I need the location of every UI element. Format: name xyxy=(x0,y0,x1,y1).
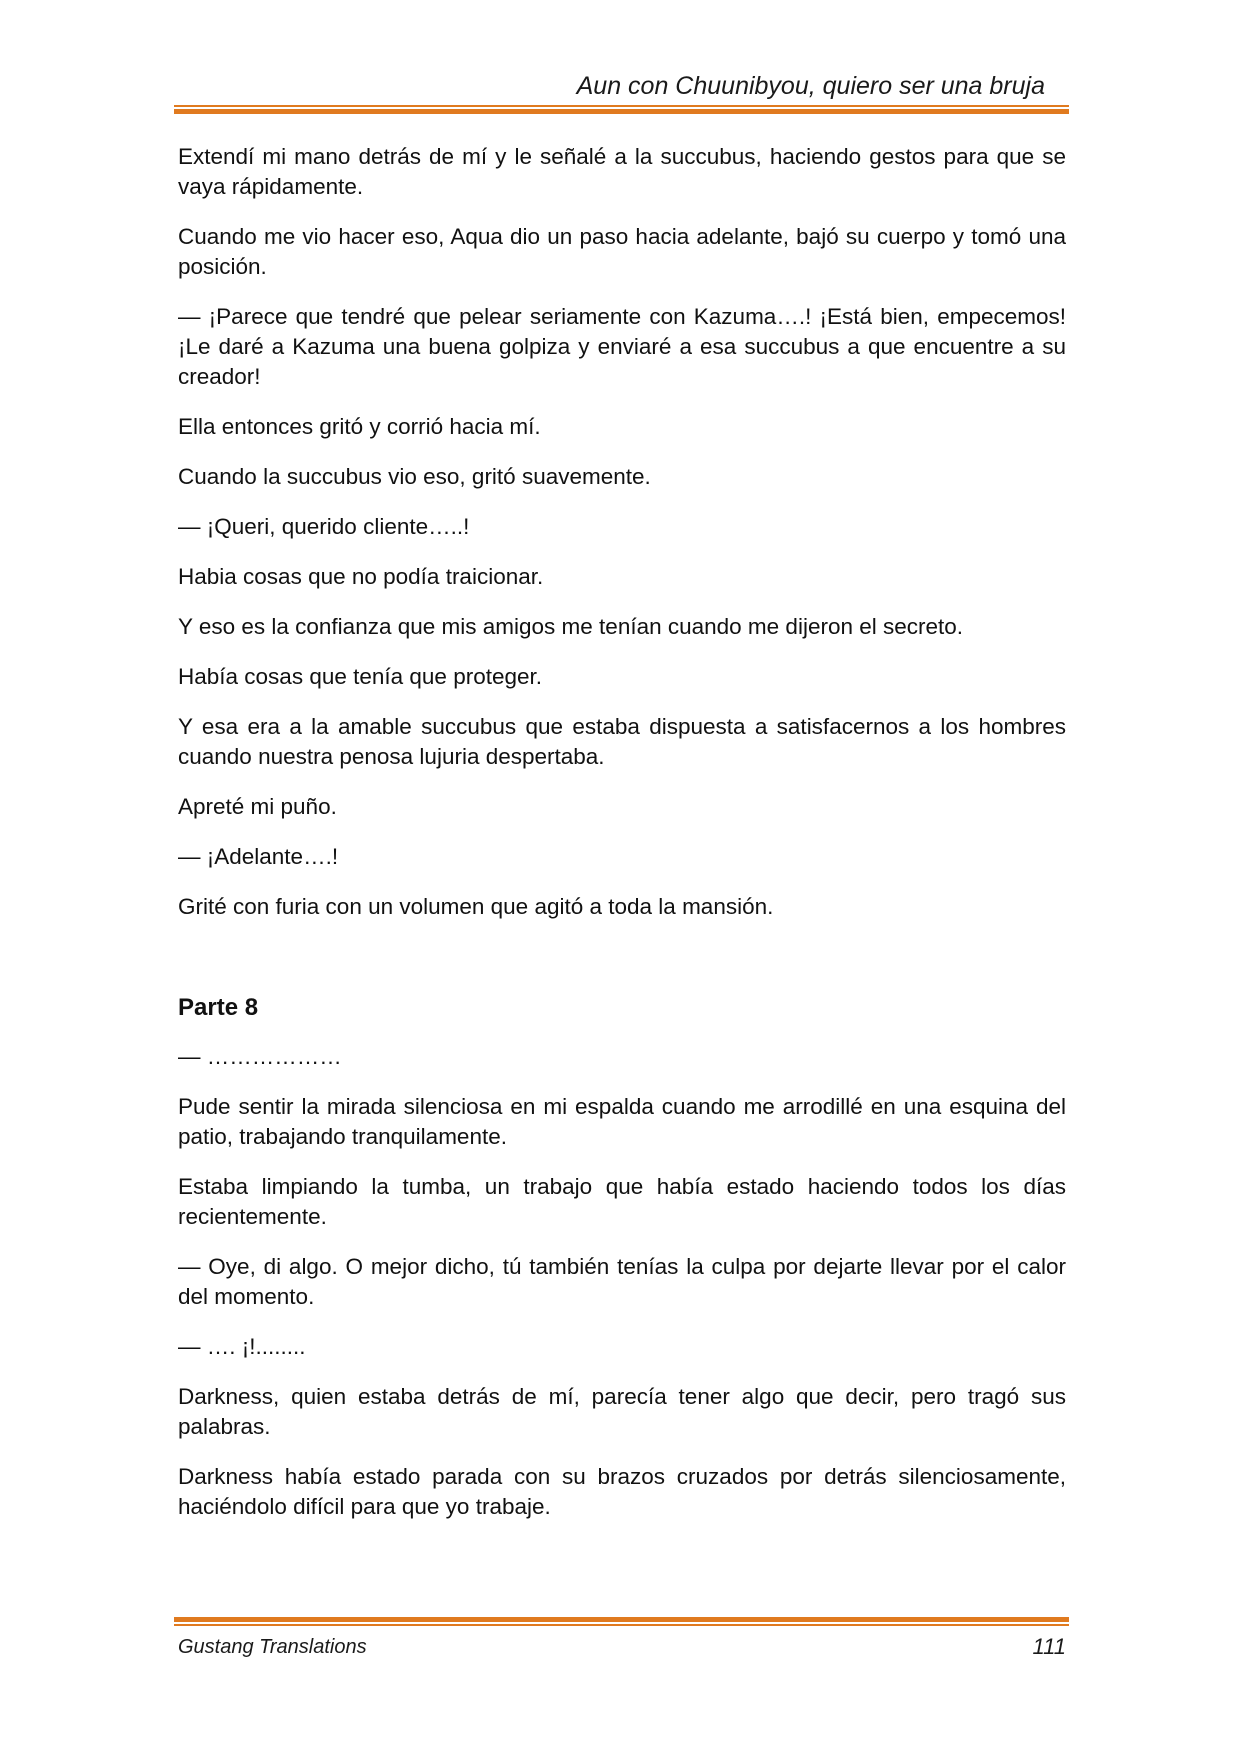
body-text xyxy=(178,142,1066,1542)
paragraph: Estaba limpiando la tumba, un trabajo que había estado haciendo todos los días recientemente. xyxy=(178,1174,1066,1229)
paragraph: Había cosas que tenía que proteger. xyxy=(178,664,543,689)
header-rule xyxy=(174,105,1069,114)
paragraph: Darkness, quien estaba detrás de mí, parecía tener algo que decir, pero tragó sus palabras. xyxy=(178,1384,1066,1439)
paragraph: Darkness había estado parada con su brazos cruzados por detrás silenciosamente, haciéndolo difícil para que yo trabaje. xyxy=(178,1464,1066,1519)
section-heading: Parte 8 xyxy=(178,994,259,1021)
paragraph: Habia cosas que no podía traicionar. xyxy=(178,564,544,589)
paragraph: — ¡Adelante….! xyxy=(178,844,339,869)
paragraph: Apreté mi puño. xyxy=(178,794,337,819)
page-number: 111 xyxy=(1032,1634,1066,1659)
paragraph: Y eso es la confianza que mis amigos me tenían cuando me dijeron el secreto. xyxy=(178,614,964,639)
paragraph: Cuando la succubus vio eso, gritó suavemente. xyxy=(178,464,651,489)
running-header-title: Aun con Chuunibyou, quiero ser una bruja xyxy=(576,72,1045,100)
paragraph: Ella entonces gritó y corrió hacia mí. xyxy=(178,414,541,439)
paragraph: Cuando me vio hacer eso, Aqua dio un paso hacia adelante, bajó su cuerpo y tomó una posición. xyxy=(178,224,1066,279)
paragraph: — Oye, di algo. O mejor dicho, tú también tenías la culpa por dejarte llevar por el calor del momento. xyxy=(178,1254,1066,1309)
footer-rule xyxy=(174,1617,1069,1626)
paragraph: — ……………… xyxy=(178,1044,342,1069)
paragraph: — ¡Parece que tendré que pelear seriamente con Kazuma….! ¡Está bien, empecemos! ¡Le daré a Kazuma una buena golpiza y enviaré a esa succubus a que encuentre a su creador! xyxy=(178,304,1066,389)
paragraph: Grité con furia con un volumen que agitó a toda la mansión. xyxy=(178,894,774,919)
paragraph: — …. ¡!........ xyxy=(178,1334,306,1359)
paragraph: — ¡Queri, querido cliente…..! xyxy=(178,514,470,539)
footer-translator: Gustang Translations xyxy=(178,1636,367,1658)
paragraph: Extendí mi mano detrás de mí y le señalé a la succubus, haciendo gestos para que se vaya rápidamente. xyxy=(178,144,1066,199)
paragraph: Pude sentir la mirada silenciosa en mi espalda cuando me arrodillé en una esquina del patio, trabajando tranquilamente. xyxy=(178,1094,1066,1149)
paragraph: Y esa era a la amable succubus que estaba dispuesta a satisfacernos a los hombres cuando nuestra penosa lujuria despertaba. xyxy=(178,714,1066,769)
